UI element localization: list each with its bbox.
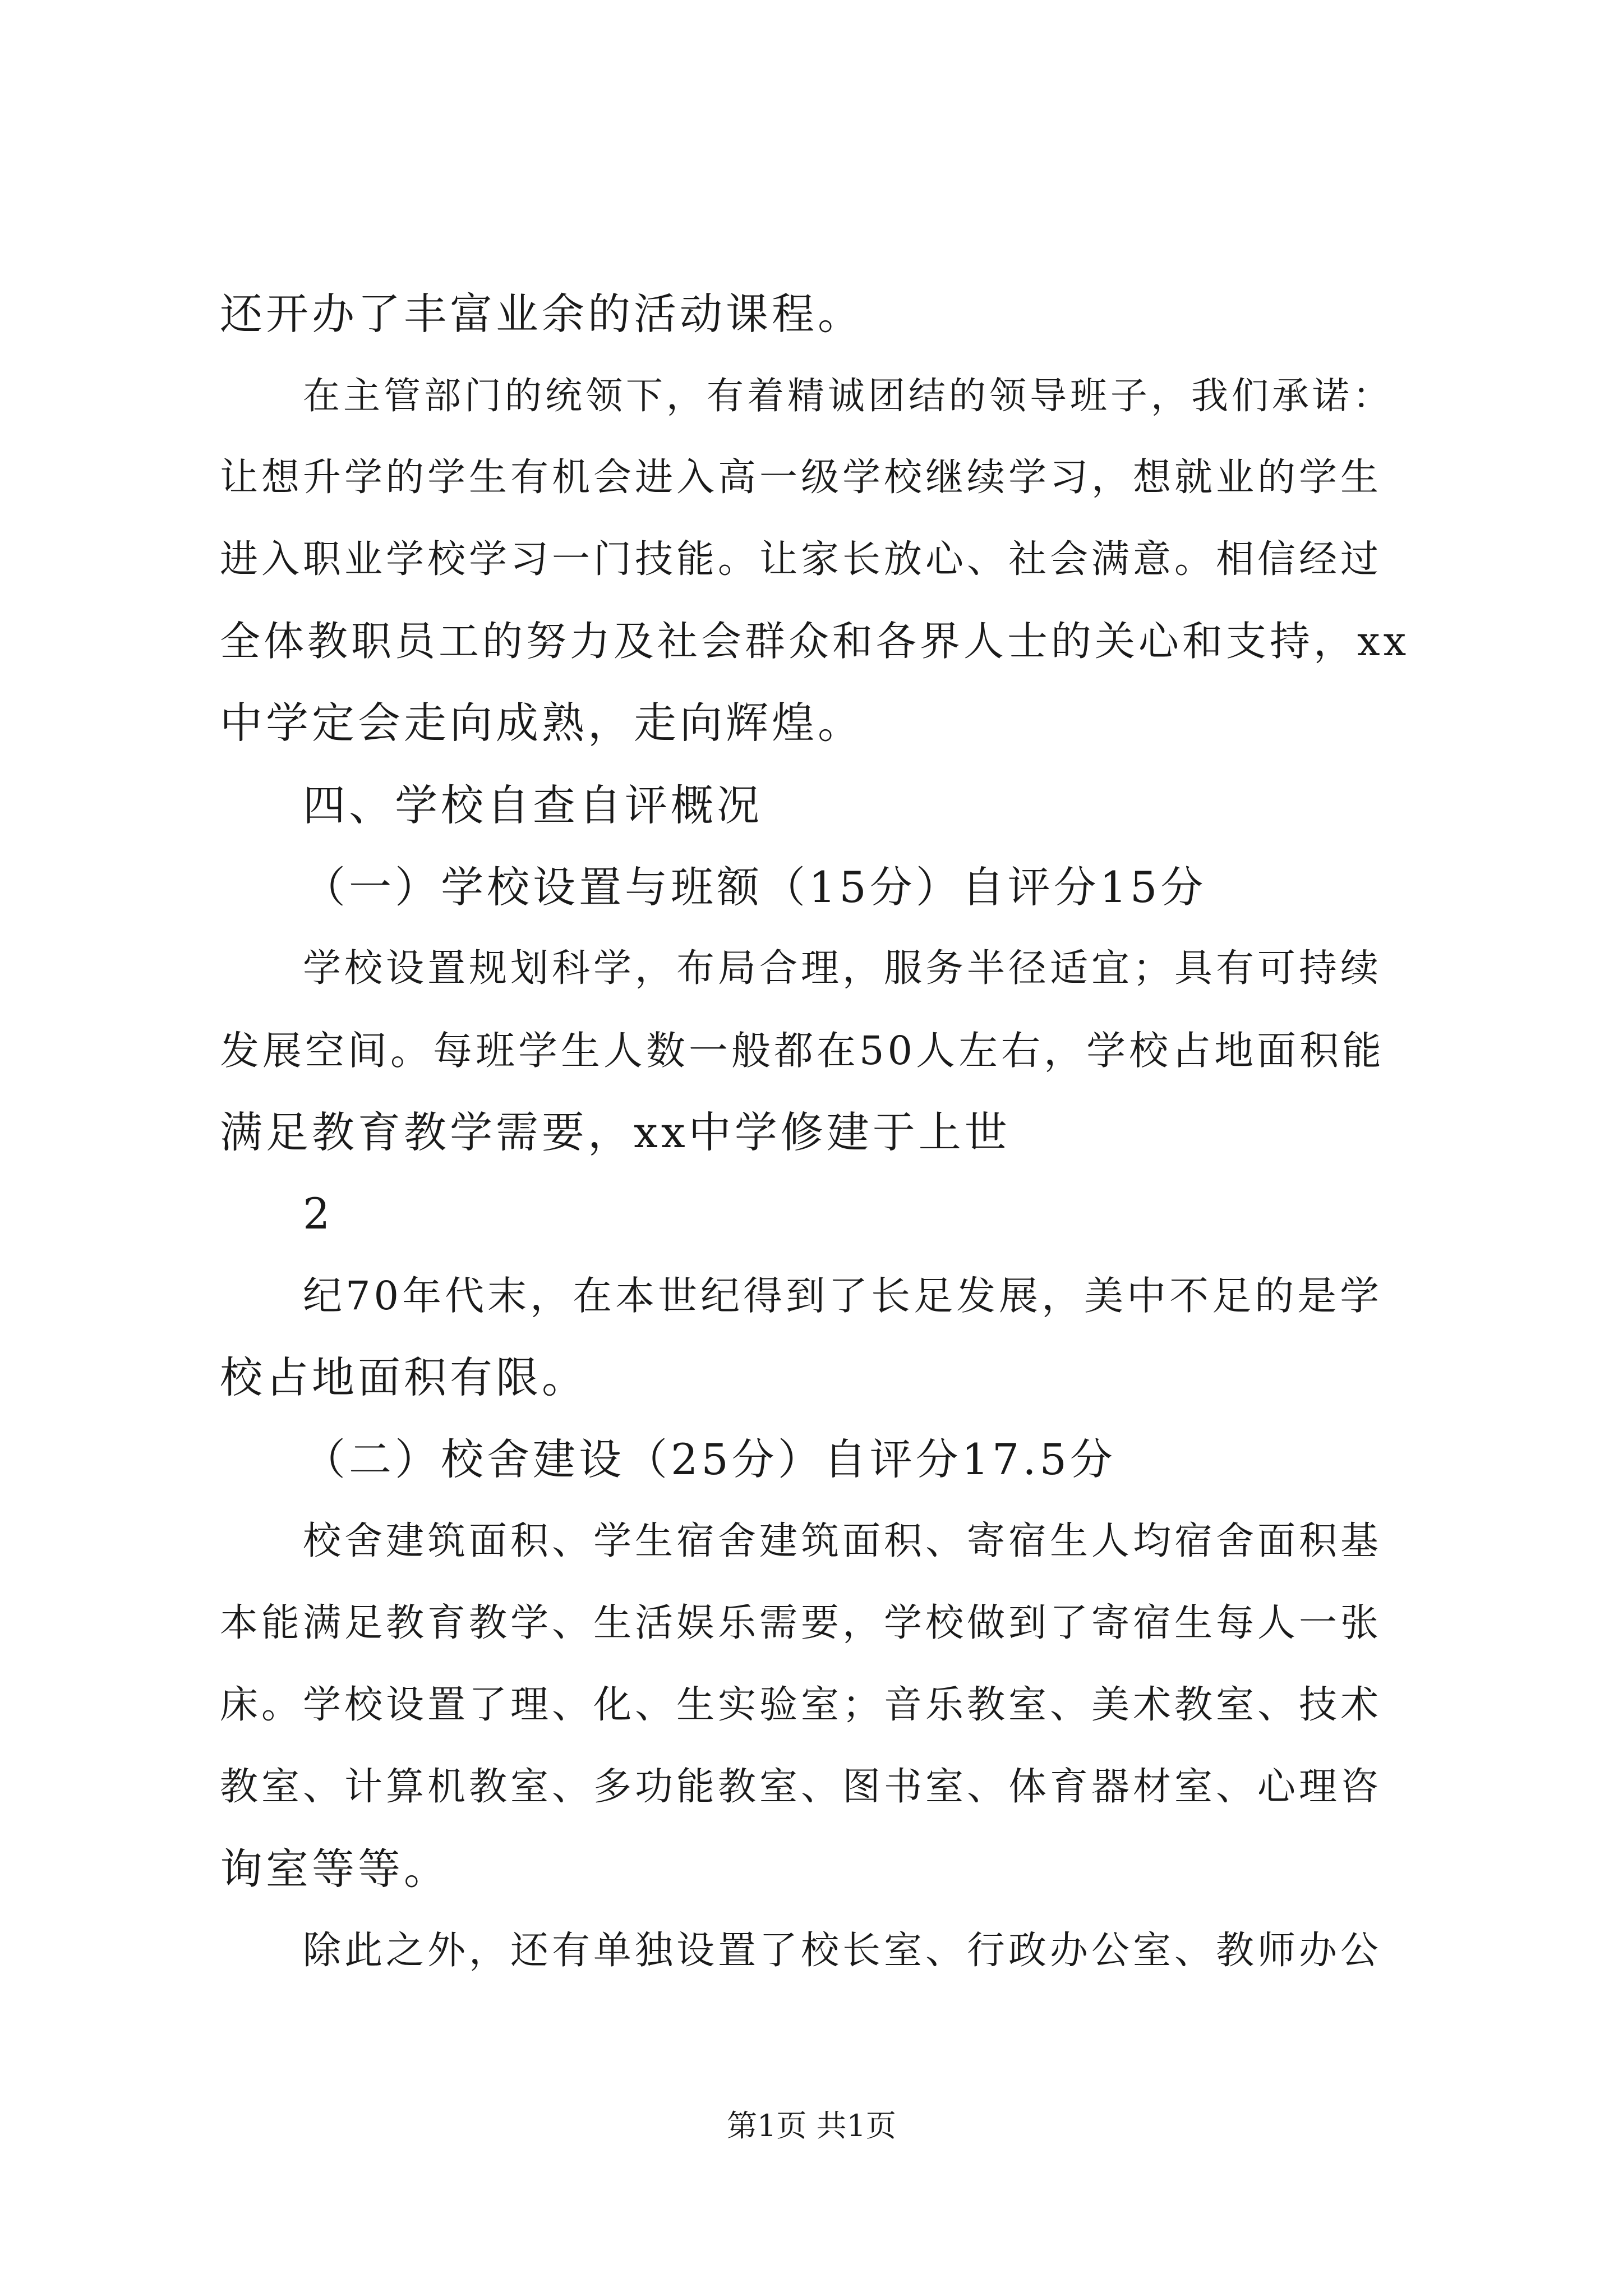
page-footer: 第1页 共1页 xyxy=(727,2108,896,2143)
text-line-19: 教室、计算机教室、多功能教室、图书室、体育器材室、心理咨 xyxy=(220,1765,1382,1809)
text-line-20: 询室等等。 xyxy=(220,1844,450,1894)
text-line-16: 校舍建筑面积、学生宿舍建筑面积、寄宿生人均宿舍面积基 xyxy=(303,1519,1382,1563)
text-line-1: 还开办了丰富业余的活动课程。 xyxy=(220,289,864,339)
text-line-10: 发展空间。每班学生人数一般都在50人左右，学校占地面积能 xyxy=(220,1028,1385,1074)
inline-page-number: 2 xyxy=(303,1189,334,1239)
subsection-heading-2: （二）校舍建设（25分）自评分17.5分 xyxy=(303,1434,1116,1484)
text-line-13: 纪70年代末，在本世纪得到了长足发展，美中不足的是学 xyxy=(303,1273,1383,1319)
text-line-9: 学校设置规划科学，布局合理，服务半径适宜；具有可持续 xyxy=(303,946,1382,991)
text-line-5: 全体教职员工的努力及社会群众和各界人士的关心和支持，xx xyxy=(220,618,1410,665)
text-line-18: 床。学校设置了理、化、生实验室；音乐教室、美术教室、技术 xyxy=(220,1683,1382,1727)
text-line-17: 本能满足教育教学、生活娱乐需要，学校做到了寄宿生每人一张 xyxy=(220,1601,1382,1645)
text-line-21: 除此之外，还有单独设置了校长室、行政办公室、教师办公 xyxy=(303,1929,1382,1973)
text-line-4: 进入职业学校学习一门技能。让家长放心、社会满意。相信经过 xyxy=(220,537,1382,582)
section-heading-4: 四、学校自查自评概况 xyxy=(303,780,763,830)
text-line-14: 校占地面积有限。 xyxy=(220,1352,588,1402)
text-line-2: 在主管部门的统领下，有着精诚团结的领导班子，我们承诺： xyxy=(303,374,1393,417)
text-line-6: 中学定会走向成熟，走向辉煌。 xyxy=(220,698,864,748)
text-line-3: 让想升学的学生有机会进入高一级学校继续学习，想就业的学生 xyxy=(220,455,1382,500)
text-line-11: 满足教育教学需要，xx中学修建于上世 xyxy=(220,1107,1011,1157)
subsection-heading-1: （一）学校设置与班额（15分）自评分15分 xyxy=(303,862,1207,912)
